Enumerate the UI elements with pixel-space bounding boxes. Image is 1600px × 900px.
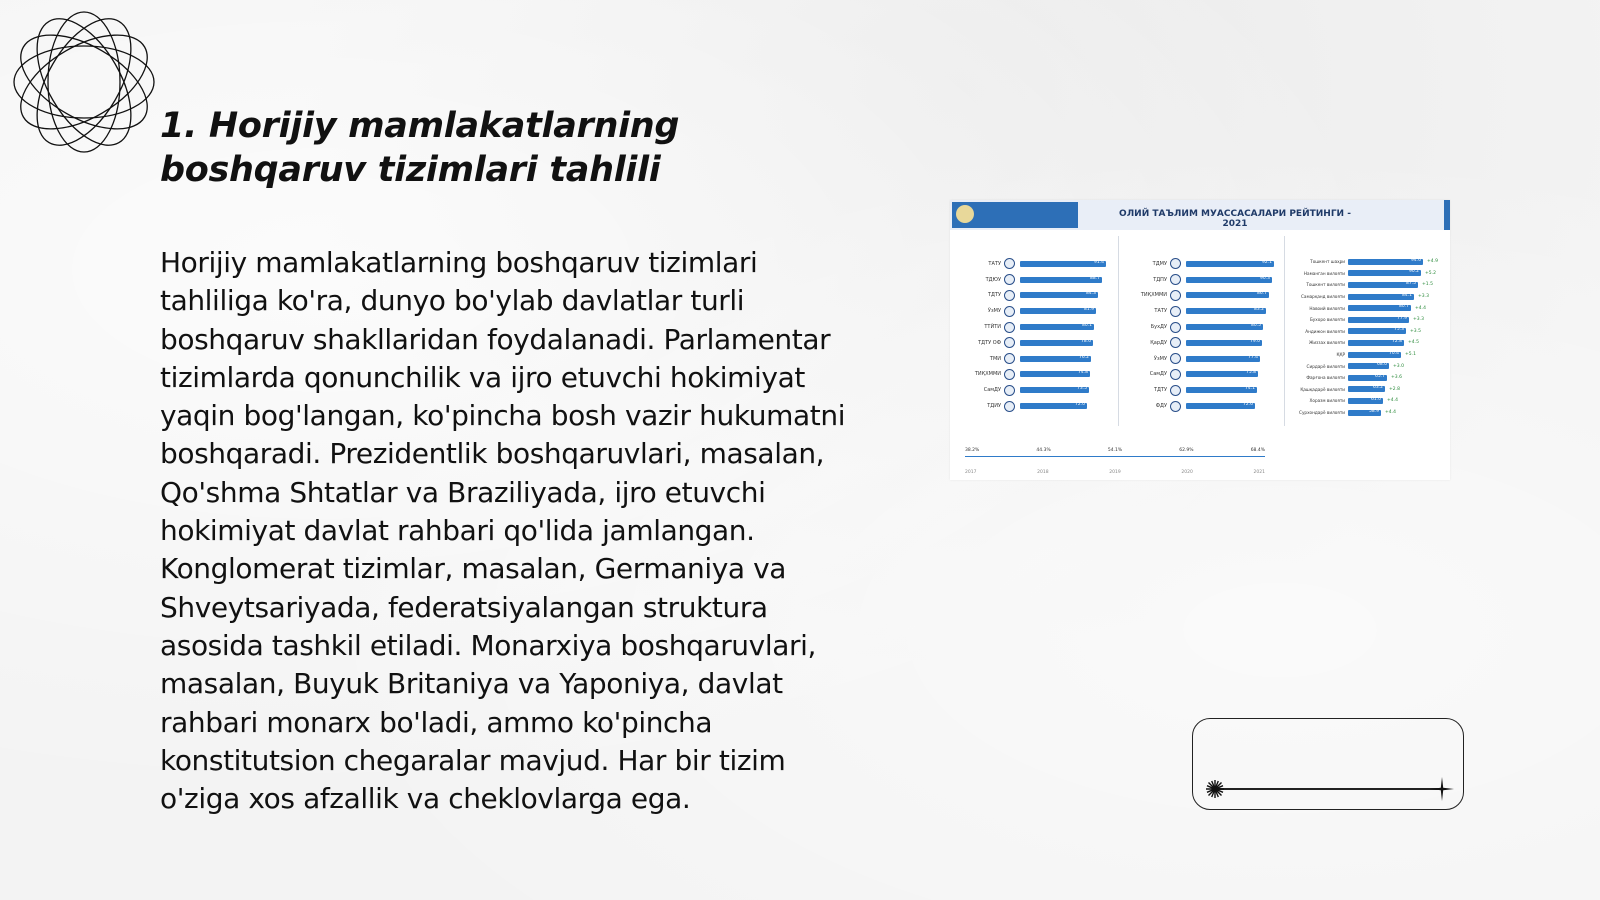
rating-row-label: ТАТУ [988, 260, 1001, 267]
institution-emblem-icon [1170, 258, 1181, 269]
column-heading [1122, 236, 1280, 256]
rating-bar [1186, 277, 1272, 283]
rating-bar-value: 74.1 [1244, 386, 1255, 392]
rating-delta: +3.0 [1393, 363, 1404, 369]
rating-row-label: Тошкент вилояти [1306, 282, 1345, 288]
rating-delta: +5.1 [1405, 352, 1416, 358]
rating-row-label: ТДИУ [987, 403, 1001, 410]
rating-row-label: ЎзМУ [1153, 355, 1167, 362]
footer-year: 2018 [1037, 470, 1049, 475]
rating-bar [1348, 282, 1418, 288]
rating-row-label: Қашқадарё вилояти [1300, 386, 1345, 392]
rating-bar-value: 77.4 [1247, 354, 1258, 360]
footer-value: 44.3% [1036, 448, 1051, 453]
orbit-logo [10, 8, 158, 156]
institution-emblem-icon [1170, 401, 1181, 412]
rating-column-1 [956, 236, 1114, 426]
decorative-frame [1192, 718, 1464, 810]
rating-row [956, 288, 1114, 304]
rating-row [1288, 384, 1448, 396]
rating-row [1122, 303, 1280, 319]
rating-bar-value: 84.3 [1085, 291, 1096, 297]
rating-bar-value: 72.6 [1242, 402, 1253, 408]
institution-emblem-icon [1170, 353, 1181, 364]
rating-column-2 [1122, 236, 1280, 426]
institution-emblem-icon [1170, 274, 1181, 285]
footer-value: 54.1% [1107, 448, 1123, 453]
rating-row-label: Самарқанд вилояти [1300, 294, 1345, 300]
rating-row [1288, 337, 1448, 349]
rating-bar-value: 91.4 [1093, 259, 1104, 265]
rating-row-label: Наманган вилояти [1303, 270, 1345, 276]
institution-emblem-icon [1004, 385, 1015, 396]
rating-row [1288, 407, 1448, 419]
rating-row [956, 256, 1114, 272]
rating-bar-value: 88.7 [1089, 275, 1100, 281]
rating-row-label: ТДТУ [1153, 387, 1167, 394]
institution-emblem-icon [1004, 337, 1015, 348]
rating-bar-value: 72.0 [1074, 402, 1085, 408]
institution-emblem-icon [1004, 274, 1015, 285]
column-divider [1118, 236, 1119, 426]
rating-row-label: Сирдарё вилояти [1306, 363, 1345, 369]
rating-bar-value: 94.6 [1410, 257, 1421, 263]
rating-bar [1348, 363, 1389, 369]
rating-row [1288, 395, 1448, 407]
rating-bar-value: 58.9 [1368, 408, 1379, 414]
rating-row-label: ТДЮУ [985, 276, 1001, 283]
institution-emblem-icon [1004, 353, 1015, 364]
rating-row-label: ТДТУ ОФ [978, 339, 1001, 346]
rating-bar [1348, 375, 1387, 381]
rating-row-label: ТДПУ [1153, 276, 1167, 283]
rating-bar [1020, 403, 1087, 409]
rating-bar [1020, 371, 1090, 377]
rating-delta: +1.5 [1422, 282, 1433, 288]
rating-row [1288, 360, 1448, 372]
rating-bar [1020, 261, 1106, 267]
rating-bar-value: 90.3 [1259, 275, 1270, 281]
rating-row-label: Фарғона вилояти [1306, 375, 1345, 381]
rating-bar [1348, 305, 1411, 311]
rating-row-label: ТДТУ [987, 292, 1001, 299]
rating-bar-value: 80.7 [1398, 304, 1409, 310]
rating-bar-value: 75.8 [1245, 370, 1256, 376]
rating-header [950, 200, 1450, 230]
institution-emblem-icon [1004, 258, 1015, 269]
rating-bar [1186, 292, 1269, 298]
institution-emblem-icon [1004, 322, 1015, 333]
rating-bar-value: 92.1 [1261, 259, 1272, 265]
slide-title: 1. Horijiy mamlakatlarning boshqaruv tizimlari tahlili [160, 106, 680, 190]
rating-row [956, 303, 1114, 319]
footer-years [965, 470, 1265, 475]
rating-bar-value: 81.9 [1083, 307, 1094, 313]
rating-row [1288, 291, 1448, 303]
institution-emblem-icon [1170, 337, 1181, 348]
rating-bar-value: 65.7 [1374, 373, 1385, 379]
rating-delta: +3.3 [1413, 317, 1424, 323]
rating-bar-value: 68.0 [1376, 362, 1387, 368]
rating-bar-value: 72.8 [1391, 338, 1402, 344]
rating-bar-value: 79.0 [1249, 338, 1260, 344]
rating-footer [950, 428, 1280, 480]
rating-delta: +4.9 [1427, 259, 1438, 265]
rating-bar [1020, 292, 1098, 298]
rating-bar [1186, 324, 1263, 330]
rating-bar-value: 90.2 [1408, 269, 1419, 275]
rating-bar [1348, 386, 1385, 392]
rating-bar-value: 84.1 [1401, 292, 1412, 298]
rating-bar [1348, 270, 1421, 276]
rating-row-label: БухДУ [1150, 324, 1167, 331]
rating-row-label: ТАТУ [1154, 308, 1167, 315]
rating-row-label: Андижон вилояти [1305, 328, 1345, 334]
rating-bar [1348, 328, 1406, 334]
institution-emblem-icon [1004, 369, 1015, 380]
rating-row [1122, 351, 1280, 367]
rating-row [1288, 256, 1448, 268]
rating-bar [1020, 387, 1089, 393]
rating-row-label: ТИҚХММИ [1140, 292, 1167, 299]
footer-trend-line [965, 456, 1265, 457]
rating-bar-value: 78.6 [1080, 338, 1091, 344]
rating-delta: +4.5 [1408, 340, 1419, 346]
rating-delta: +4.4 [1387, 398, 1398, 404]
sparkle-icon [1204, 778, 1226, 800]
rating-row [1122, 256, 1280, 272]
rating-bar [1348, 317, 1409, 323]
rating-row [956, 319, 1114, 335]
rating-row [1122, 382, 1280, 398]
rating-row-label: ЎзМУ [987, 308, 1001, 315]
rating-bar-value: 83.2 [1253, 307, 1264, 313]
slide-body-text: Horijiy mamlakatlarning boshqaruv tizimlari tahliliga ko'ra, dunyo bo'ylab davlatlar turli boshqaruv shakllaridan foydalanadi. Parlamentar tizimlarda qonunchilik va ijro etuvchi hokimiyat yaqin bog'langan, ko'pincha bosh vazir hukumatni boshqaradi. Prezidentlik boshqaruvlari, masalan, Qo'shma Shtatlar va Braziliyada, ijro etuvchi hokimiyat davlat rahbari qo'lida jamlangan. Konglomerat tizimlar, masalan, Germaniya va Shveytsariyada, federatsiyalangan struktura asosida tashkil etiladi. Monarxiya boshqaruvlari, masalan, Buyuk Britaniya va Yaponiya, davlat rahbari monarx bo'ladi, ammo ko'pincha konstitutsion chegaralar mavjud. Har bir tizim o'ziga xos afzallik va cheklovlarga ega. [160, 246, 846, 816]
rating-bar [1020, 277, 1102, 283]
rating-row [1122, 367, 1280, 383]
rating-bar [1186, 371, 1258, 377]
rating-row [1288, 314, 1448, 326]
rating-row [956, 367, 1114, 383]
footer-year: 2021 [1253, 470, 1265, 475]
rating-row-label: Сурхондарё вилояти [1299, 410, 1345, 416]
rating-row [956, 335, 1114, 351]
rating-bar [1186, 356, 1260, 362]
rating-delta: +4.4 [1385, 410, 1396, 416]
rating-bar [1348, 294, 1414, 300]
rating-row-label: СамДУ [983, 387, 1001, 394]
rating-title: ОЛИЙ ТАЪЛИМ МУАССАСАЛАРИ РЕЙТИНГИ - 2021 [1119, 209, 1351, 229]
rating-row [1122, 335, 1280, 351]
rating-column-3 [1288, 236, 1448, 426]
rating-row [1122, 288, 1280, 304]
rating-bar-value: 80.1 [1081, 323, 1092, 329]
rating-bar [1348, 410, 1381, 416]
rating-row-label: ТТЙТИ [984, 324, 1001, 331]
rating-bar [1348, 398, 1383, 404]
ministry-logo [952, 202, 1078, 228]
rating-row [1288, 372, 1448, 384]
rating-bar [1186, 261, 1274, 267]
rating-row [1122, 398, 1280, 414]
rating-bar-value: 61.0 [1370, 396, 1381, 402]
rating-bar [1186, 387, 1257, 393]
footer-year: 2017 [965, 470, 977, 475]
institution-emblem-icon [1170, 369, 1181, 380]
rating-bar [1348, 259, 1423, 265]
rating-row [1122, 319, 1280, 335]
emblem-icon [956, 205, 974, 223]
column-heading [1288, 236, 1448, 256]
footer-year: 2020 [1181, 470, 1193, 475]
rating-row [956, 382, 1114, 398]
rating-bar [1348, 340, 1404, 346]
rating-row [956, 272, 1114, 288]
rating-row [1288, 268, 1448, 280]
rating-row-label: Хоразм вилояти [1309, 398, 1345, 404]
rating-row-label: Бухоро вилояти [1309, 317, 1345, 323]
rating-row-label: ҚарДУ [1150, 339, 1167, 346]
footer-value: 68.4% [1250, 448, 1265, 453]
rating-delta: +3.5 [1410, 328, 1421, 334]
footer-values [965, 448, 1265, 453]
rating-row-label: СамДУ [1149, 371, 1167, 378]
rating-bar [1020, 308, 1096, 314]
rating-row-label: ТИҚХММИ [974, 371, 1001, 378]
rating-bar-value: 74.8 [1077, 370, 1088, 376]
rating-delta: +2.8 [1389, 386, 1400, 392]
rating-bar-value: 77.9 [1396, 315, 1407, 321]
rating-infographic [950, 200, 1450, 480]
footer-value: 62.9% [1179, 448, 1194, 453]
header-accent [1444, 200, 1450, 230]
rating-bar-value: 87.5 [1405, 280, 1416, 286]
plus-star-icon [1429, 776, 1455, 802]
rating-row [1288, 349, 1448, 361]
rating-row-label: Тошкент шаҳри [1310, 259, 1345, 265]
rating-bar [1186, 308, 1266, 314]
rating-row-label: ТМИ [989, 355, 1001, 362]
institution-emblem-icon [1004, 401, 1015, 412]
rating-row [1122, 272, 1280, 288]
rating-delta: +3.6 [1391, 375, 1402, 381]
rating-bar [1186, 403, 1255, 409]
institution-emblem-icon [1170, 290, 1181, 301]
column-divider [1284, 236, 1285, 426]
rating-row-label: ФДУ [1155, 403, 1167, 410]
institution-emblem-icon [1170, 385, 1181, 396]
rating-bar [1186, 340, 1262, 346]
rating-bar-value: 73.5 [1076, 386, 1087, 392]
rating-bar [1020, 324, 1094, 330]
footer-value: 38.2% [965, 448, 980, 453]
institution-emblem-icon [1170, 322, 1181, 333]
rating-delta: +3.3 [1418, 294, 1429, 300]
decorative-line [1215, 788, 1441, 790]
rating-bar [1348, 352, 1401, 358]
rating-bar-value: 86.7 [1256, 291, 1267, 297]
footer-year: 2019 [1109, 470, 1121, 475]
rating-bar-value: 70.4 [1388, 350, 1399, 356]
rating-row-label: Жиззах вилояти [1308, 340, 1345, 346]
rating-bar-value: 80.5 [1250, 323, 1261, 329]
rating-row [1288, 302, 1448, 314]
rating-row-label: ТДМУ [1152, 260, 1167, 267]
rating-row [956, 398, 1114, 414]
column-heading [956, 236, 1114, 256]
rating-row [956, 351, 1114, 367]
rating-delta: +4.4 [1415, 305, 1426, 311]
institution-emblem-icon [1004, 290, 1015, 301]
rating-row [1288, 326, 1448, 338]
rating-bar-value: 75.3 [1393, 327, 1404, 333]
rating-row-label: Навоий вилояти [1309, 305, 1345, 311]
rating-row-label: ҚҚР [1336, 352, 1345, 358]
rating-bar-value: 76.2 [1078, 354, 1089, 360]
institution-emblem-icon [1170, 306, 1181, 317]
rating-bar [1020, 340, 1093, 346]
rating-bar [1020, 356, 1091, 362]
rating-bar-value: 63.2 [1372, 385, 1383, 391]
institution-emblem-icon [1004, 306, 1015, 317]
rating-delta: +5.2 [1425, 270, 1436, 276]
rating-row [1288, 279, 1448, 291]
